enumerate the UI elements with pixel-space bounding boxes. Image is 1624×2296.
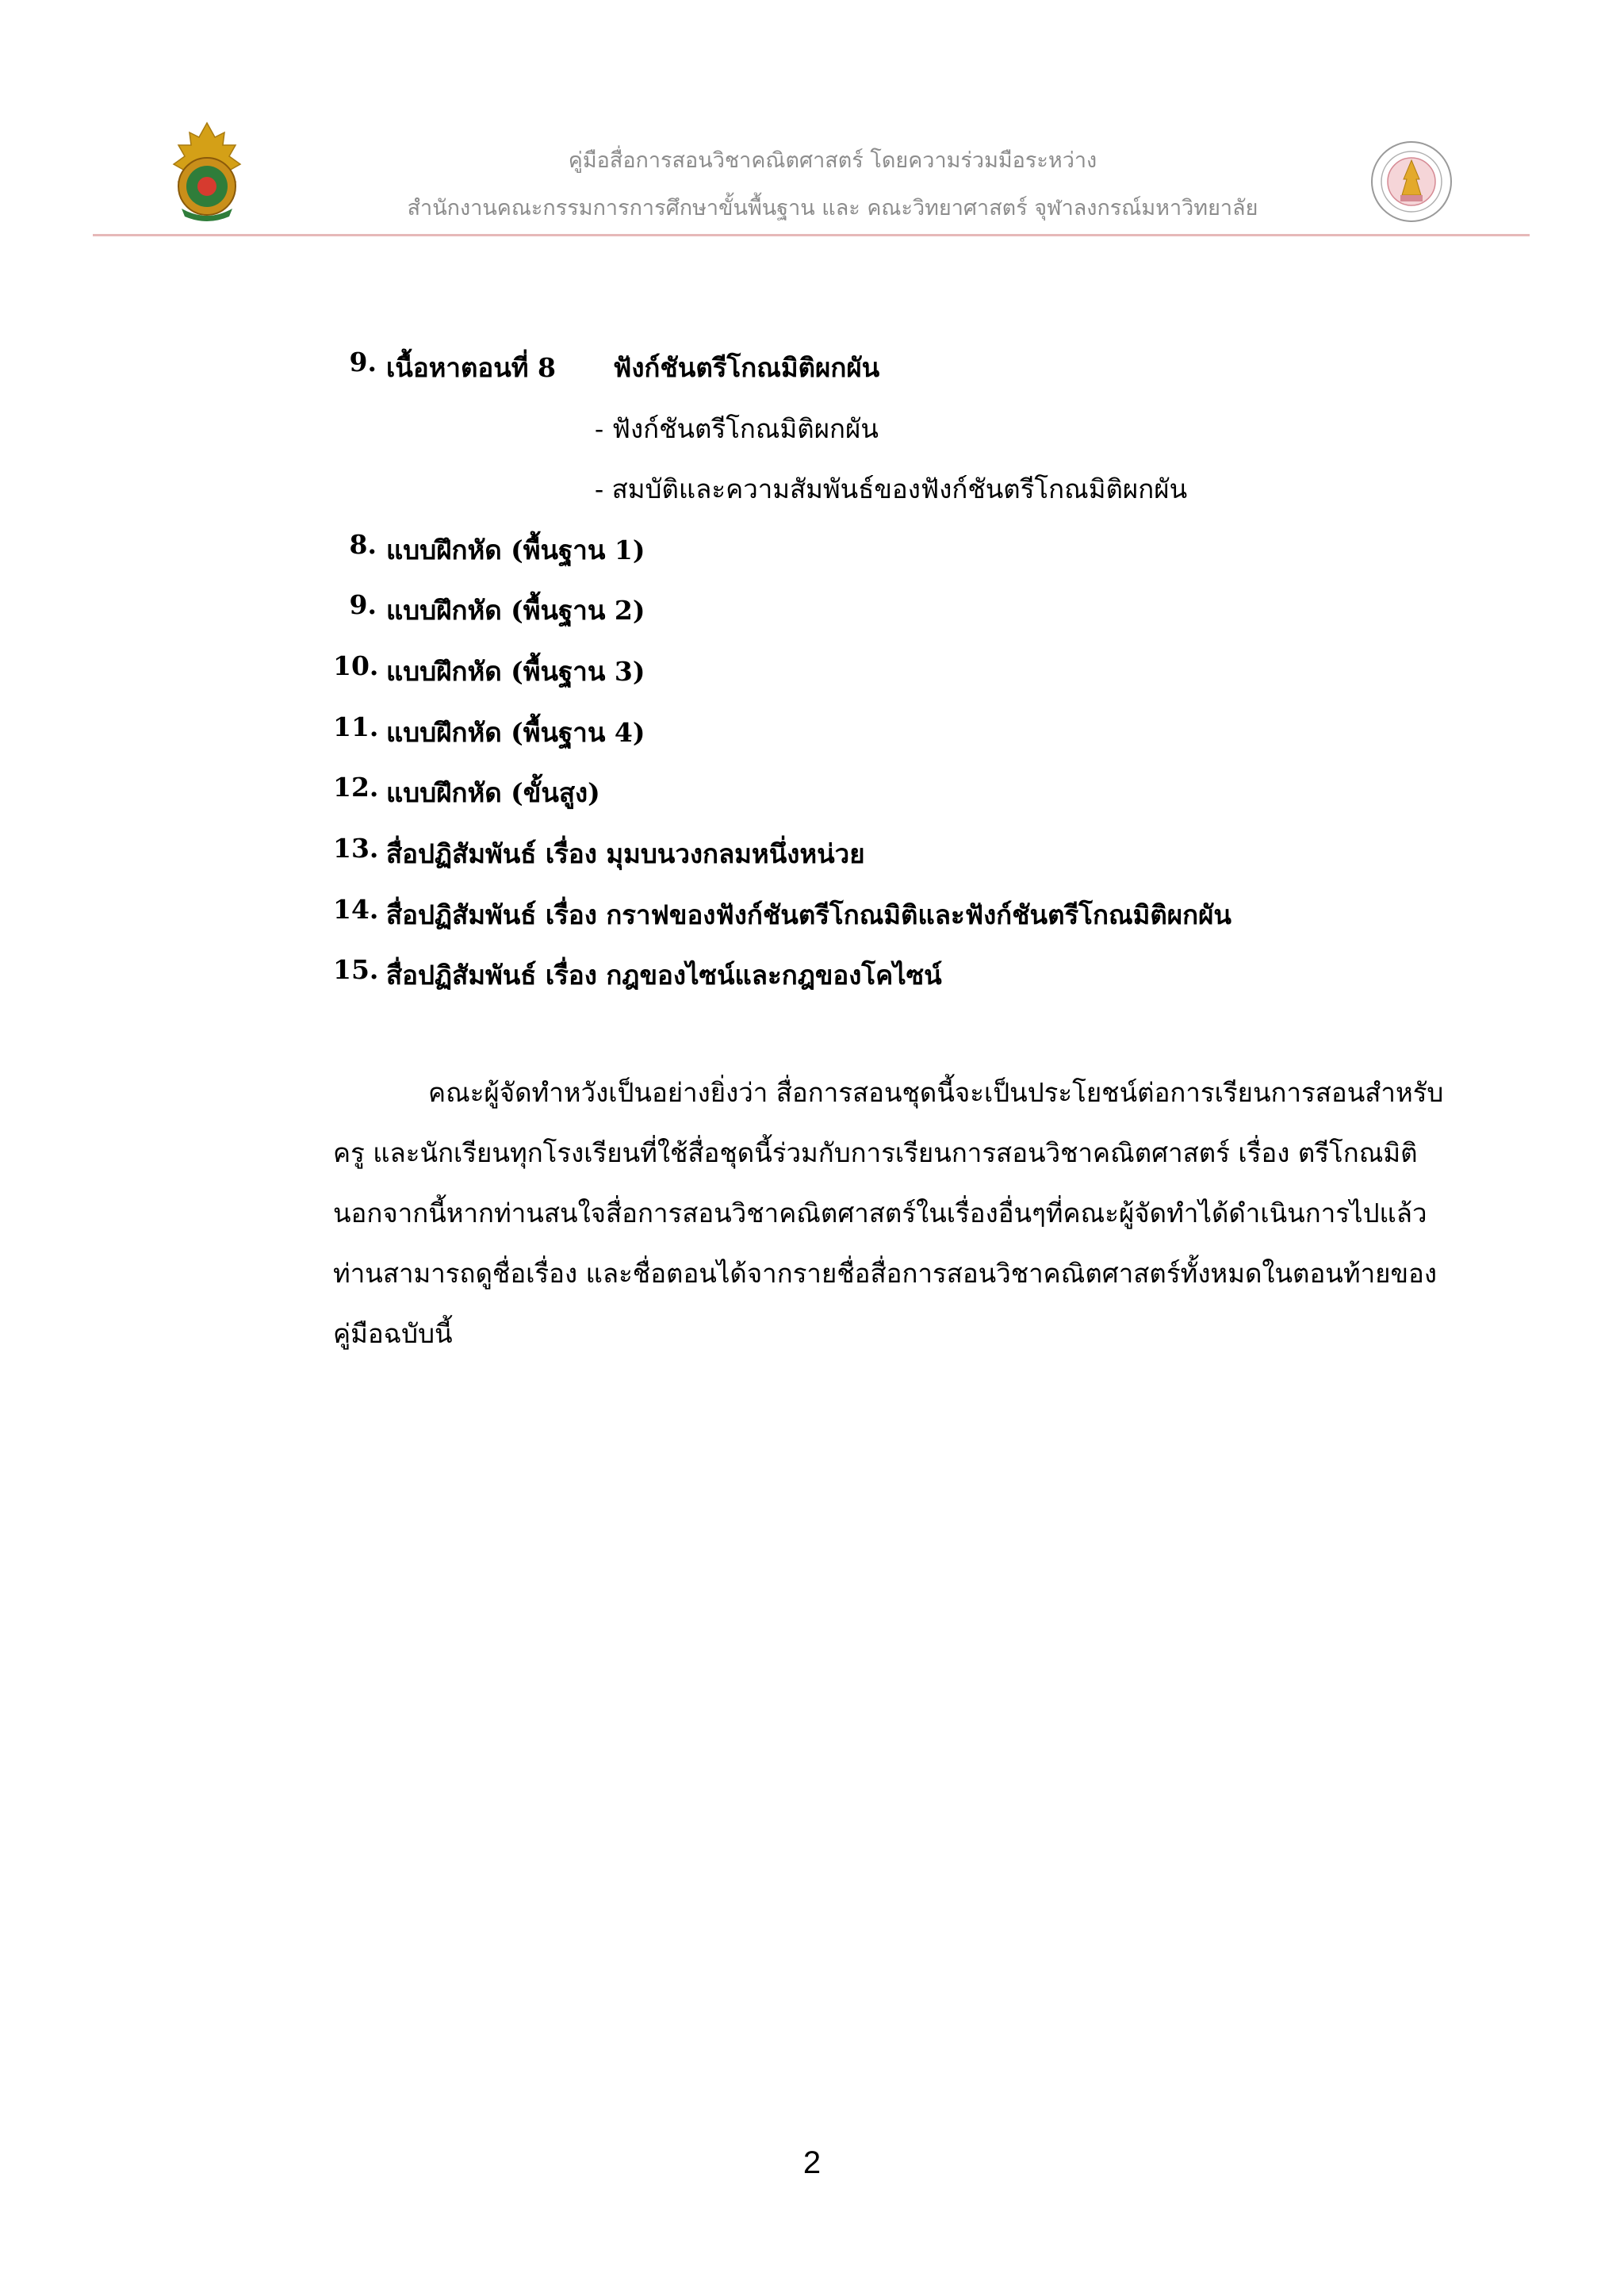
- section-number: 9.: [349, 347, 377, 378]
- section-heading: [333, 347, 879, 389]
- list-item: [333, 772, 600, 814]
- faculty-of-science-seal-logo: [1364, 140, 1459, 224]
- list-item: [333, 833, 865, 875]
- list-item: [333, 529, 645, 571]
- list-item-number: 12.: [333, 772, 379, 803]
- list-item-number: 11.: [333, 711, 379, 742]
- list-item-text: แบบฝึกหัด (พื้นฐาน 4): [386, 717, 645, 748]
- header-title-line1: คู่มือสื่อการสอนวิชาคณิตศาสตร์ โดยความร่วมมือระหว่าง: [568, 148, 1097, 173]
- paragraph-line: คู่มือฉบับนี้: [333, 1318, 453, 1349]
- header-divider: [93, 234, 1530, 236]
- paragraph-line-text: คณะผู้จัดทำหวังเป็นอย่างยิ่งว่า สื่อการสอนชุดนี้จะเป็นประโยชน์ต่อการเรียนการสอนสำหรับ: [428, 1077, 1444, 1108]
- page-header: [0, 0, 1624, 238]
- section-label: เนื้อหาตอนที่ 8: [386, 352, 556, 383]
- list-item: [333, 954, 942, 996]
- list-item-number: 14.: [333, 894, 379, 925]
- sub-item: - สมบัติและความสัมพันธ์ของฟังก์ชันตรีโกณมิติผกผัน: [595, 473, 1188, 504]
- list-item: [333, 650, 645, 692]
- list-item-number: 15.: [333, 954, 379, 985]
- list-item-text: แบบฝึกหัด (ขั้นสูง): [386, 777, 600, 808]
- list-item: [333, 894, 1231, 936]
- paragraph-line: [333, 1063, 1530, 1123]
- paragraph-line: ครู และนักเรียนทุกโรงเรียนที่ใช้สื่อชุดนี้ร่วมกับการเรียนการสอนวิชาคณิตศาสตร์ เรื่อง ตรีโกณมิติ: [333, 1137, 1418, 1168]
- paragraph-line: นอกจากนี้หากท่านสนใจสื่อการสอนวิชาคณิตศาสตร์ในเรื่องอื่นๆที่คณะผู้จัดทำได้ดำเนินการไปแล้ว: [333, 1198, 1427, 1228]
- list-item-text: สื่อปฏิสัมพันธ์ เรื่อง มุมบนวงกลมหนึ่งหน่วย: [386, 838, 865, 869]
- list-item-number: 9.: [349, 589, 377, 620]
- section-title: ฟังก์ชันตรีโกณมิติผกผัน: [612, 352, 880, 383]
- list-item-text: สื่อปฏิสัมพันธ์ เรื่อง กราฟของฟังก์ชันตรีโกณมิติและฟังก์ชันตรีโกณมิติผกผัน: [386, 899, 1231, 930]
- list-item-number: 10.: [333, 650, 379, 681]
- list-item-text: แบบฝึกหัด (พื้นฐาน 2): [386, 595, 645, 626]
- sub-item: - ฟังก์ชันตรีโกณมิติผกผัน: [595, 413, 879, 444]
- obec-emblem-logo: [169, 121, 245, 223]
- paragraph-line: ท่านสามารถดูชื่อเรื่อง และชื่อตอนได้จากรายชื่อสื่อการสอนวิชาคณิตศาสตร์ทั้งหมดในตอนท้ายของ: [333, 1258, 1437, 1289]
- list-item-text: แบบฝึกหัด (พื้นฐาน 3): [386, 656, 645, 687]
- list-item: [333, 711, 645, 753]
- page-number: 2: [802, 2145, 822, 2180]
- list-item-text: แบบฝึกหัด (พื้นฐาน 1): [386, 535, 645, 565]
- list-item-number: 8.: [349, 529, 377, 560]
- body-paragraph: [333, 1063, 1530, 1364]
- list-item-text: สื่อปฏิสัมพันธ์ เรื่อง กฎของไซน์และกฎของโคไซน์: [386, 960, 942, 991]
- list-item: [333, 589, 645, 631]
- list-item-number: 13.: [333, 833, 379, 864]
- header-title-line2: สำนักงานคณะกรรมการการศึกษาขั้นพื้นฐาน และ คณะวิทยาศาสตร์ จุฬาลงกรณ์มหาวิทยาลัย: [407, 196, 1258, 220]
